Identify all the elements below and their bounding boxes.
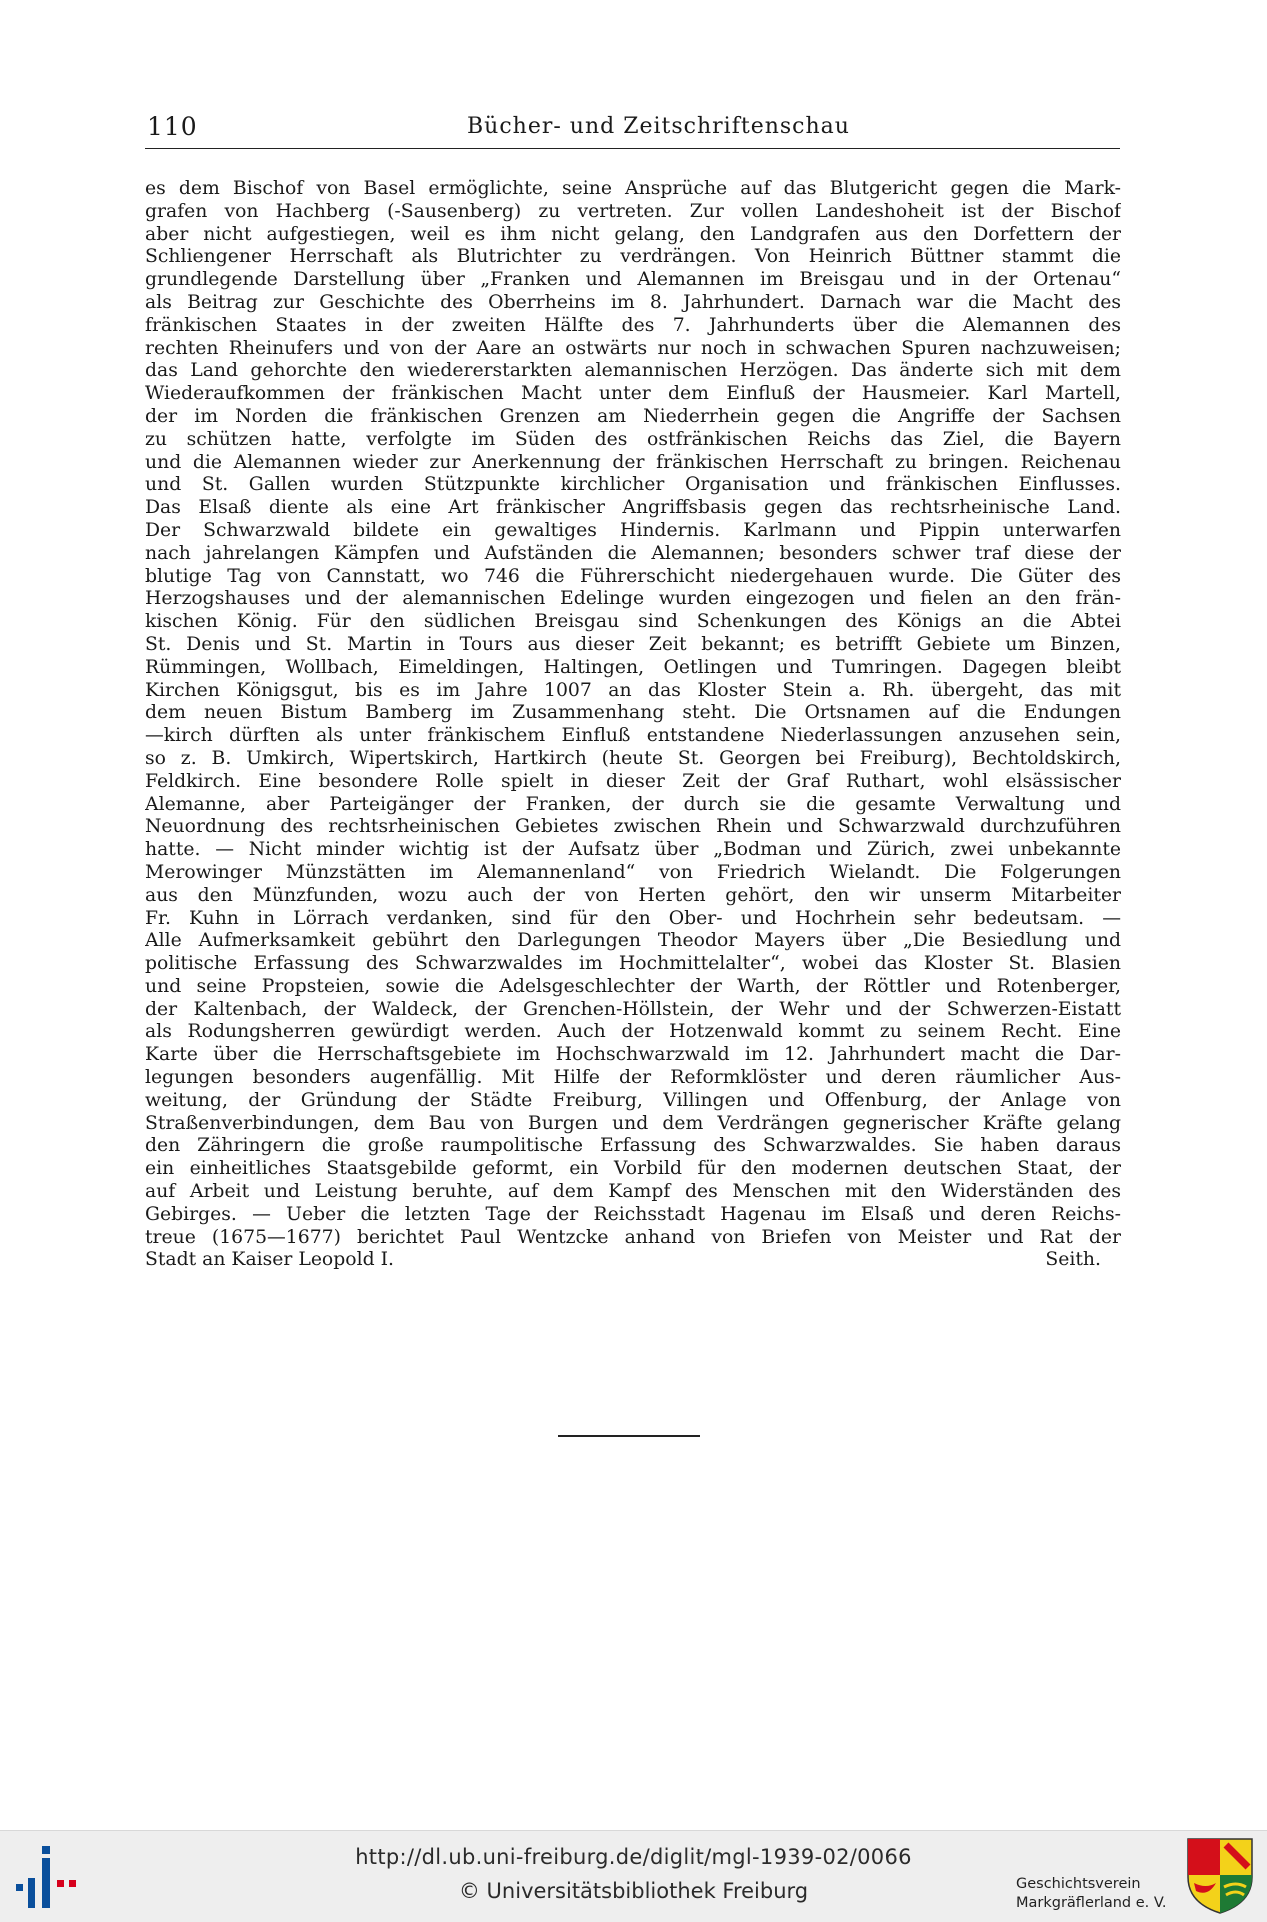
text-line: Neuordnung des rechtsrheinischen Gebietes zwischen Rhein und Schwarzwald durchzuführen: [145, 816, 1121, 838]
text-line: so z. B. Umkirch, Wipertskirch, Hartkirch (heute St. Georgen bei Freiburg), Bechtoldskirch,: [145, 747, 1121, 769]
text-line: der Kaltenbach, der Waldeck, der Grenchen-Höllstein, der Wehr und der Schwerzen-Eistatt: [145, 998, 1121, 1020]
text-line-final: [145, 1249, 1121, 1272]
text-line: Feldkirch. Eine besondere Rolle spielt in dieser Zeit der Graf Ruthart, wohl elsässischer: [145, 770, 1121, 792]
text-line: Fr. Kuhn in Lörrach verdanken, sind für den Ober- und Hochrhein sehr bedeutsam. —: [145, 907, 1121, 929]
text-line: Rümmingen, Wollbach, Eimeldingen, Haltingen, Oetlingen und Tumringen. Dagegen bleibt: [145, 656, 1121, 678]
document-url[interactable]: http://dl.ub.uni-freiburg.de/diglit/mgl-1939-02/0066: [355, 1845, 912, 1869]
text-line: treue (1675—1677) berichtet Paul Wentzcke anhand von Briefen von Meister und Rat der: [145, 1226, 1121, 1248]
text-line: legungen besonders augenfällig. Mit Hilfe der Reformklöster und deren räumlicher Aus-: [145, 1067, 1121, 1089]
text-line: Das Elsaß diente als eine Art fränkischer Angriffsbasis gegen das rechtsrheinische Land.: [145, 497, 1121, 519]
text-line: als Beitrag zur Geschichte des Oberrheins im 8. Jahrhundert. Darnach war die Macht des: [145, 291, 1121, 313]
text-line: blutige Tag von Cannstatt, wo 746 die Führerschicht niedergehauen wurde. Die Güter des: [145, 565, 1121, 587]
text-line-final-content: Stadt an Kaiser Leopold I.: [145, 1249, 394, 1271]
society-name-line-2: Markgräflerland e. V.: [1016, 1895, 1167, 1911]
text-line: den Zähringern die große raumpolitische Erfassung des Schwarzwaldes. Sie haben daraus: [145, 1135, 1121, 1157]
coat-of-arms-icon: [1186, 1837, 1254, 1915]
viewer-footer: [0, 1830, 1267, 1922]
article-body: [145, 178, 1121, 1272]
text-line: und seine Propsteien, sowie die Adelsgeschlechter der Warth, der Röttler und Rotenberger,: [145, 975, 1121, 997]
text-line: zu schützen hatte, verfolgte im Süden des ostfränkischen Reichs das Ziel, die Bayern: [145, 428, 1121, 450]
text-line: Kirchen Königsgut, bis es im Jahre 1007 an das Kloster Stein a. Rh. übergeht, das mit: [145, 679, 1121, 701]
text-line: der im Norden die fränkischen Grenzen am Niederrhein gegen die Angriffe der Sachsen: [145, 405, 1121, 427]
reviewer-signature: Seith.: [1045, 1249, 1101, 1271]
text-line: dem neuen Bistum Bamberg im Zusammenhang steht. Die Ortsnamen auf die Endungen: [145, 702, 1121, 724]
text-line: politische Erfassung des Schwarzwaldes im Hochmittelalter“, wobei das Kloster St. Blasien: [145, 953, 1121, 975]
text-line: es dem Bischof von Basel ermöglichte, seine Ansprüche auf das Blutgericht gegen die Mark-: [145, 178, 1121, 199]
text-line: Gebirges. — Ueber die letzten Tage der Reichsstadt Hagenau im Elsaß und deren Reichs-: [145, 1203, 1121, 1225]
running-head: [145, 108, 1120, 149]
text-line: als Rodungsherren gewürdigt werden. Auch der Hotzenwald kommt zu seinem Recht. Eine: [145, 1021, 1121, 1043]
text-line: auf Arbeit und Leistung beruhte, auf dem Kampf des Menschen mit den Widerständen des: [145, 1181, 1121, 1203]
text-line: Herzogshauses und der alemannischen Edelinge wurden eingezogen und fielen an den frän-: [145, 588, 1121, 610]
text-line: und St. Gallen wurden Stützpunkte kirchlicher Organisation und fränkischen Einflusses.: [145, 474, 1121, 496]
text-line: weitung, der Gründung der Städte Freiburg, Villingen und Offenburg, der Anlage von: [145, 1089, 1121, 1111]
page-number: 110: [147, 112, 198, 141]
text-line: Alle Aufmerksamkeit gebührt den Darlegungen Theodor Mayers über „Die Besiedlung und: [145, 930, 1121, 952]
text-line: kischen König. Für den südlichen Breisgau sind Schenkungen des Königs an die Abtei: [145, 611, 1121, 633]
text-line: ein einheitliches Staatsgebilde geformt, ein Vorbild für den modernen deutschen Staat, der: [145, 1158, 1121, 1180]
text-line: aber nicht aufgestiegen, weil es ihm nicht gelang, den Landgrafen aus den Dorfettern der: [145, 223, 1121, 245]
text-line: St. Denis und St. Martin in Tours aus dieser Zeit bekannt; es betrifft Gebiete um Binzen,: [145, 633, 1121, 655]
text-line: aus den Münzfunden, wozu auch der von Herten gehört, den wir unserm Mitarbeiter: [145, 884, 1121, 906]
text-line: Der Schwarzwald bildete ein gewaltiges Hindernis. Karlmann und Pippin unterwarfen: [145, 519, 1121, 541]
society-name-line-1: Geschichtsverein: [1016, 1876, 1141, 1892]
society-name: [1016, 1875, 1176, 1913]
text-line: —kirch dürften als unter fränkischem Einfluß entstandene Niederlassungen anzusehen sein,: [145, 725, 1121, 747]
text-line: Straßenverbindungen, dem Bau von Burgen und dem Verdrängen gegnerischer Kräfte gelang: [145, 1112, 1121, 1134]
text-line: grafen von Hachberg (-Sausenberg) zu vertreten. Zur vollen Landeshoheit ist der Bischof: [145, 200, 1121, 222]
text-line: Wiederaufkommen der fränkischen Macht unter dem Einfluß der Hausmeier. Karl Martell,: [145, 383, 1121, 405]
text-line: Karte über die Herrschaftsgebiete im Hochschwarzwald im 12. Jahrhundert macht die Dar-: [145, 1044, 1121, 1066]
section-divider: [558, 1435, 700, 1437]
header-title: Bücher- und Zeitschriftenschau: [467, 114, 850, 139]
text-line: nach jahrelangen Kämpfen und Aufständen die Alemannen; besonders schwer traf diese der: [145, 542, 1121, 564]
text-line: rechten Rheinufers und von der Aare an ostwärts nur noch in schwachen Spuren nachzuweisen;: [145, 337, 1121, 359]
text-line: fränkischen Staates in der zweiten Hälfte des 7. Jahrhunderts über die Alemannen des: [145, 314, 1121, 336]
text-line: das Land gehorchte den wiedererstarkten alemannischen Herzögen. Das änderte sich mit dem: [145, 360, 1121, 382]
copyright-notice: © Universitätsbibliothek Freiburg: [458, 1879, 809, 1903]
text-line: Alemanne, aber Parteigänger der Franken, der durch sie die gesamte Verwaltung und: [145, 793, 1121, 815]
text-line: Schliengener Herrschaft als Blutrichter zu verdrängen. Von Heinrich Büttner stammt die: [145, 246, 1121, 268]
text-line: hatte. — Nicht minder wichtig ist der Aufsatz über „Bodman und Zürich, zwei unbekannte: [145, 839, 1121, 861]
text-line: grundlegende Darstellung über „Franken und Alemannen im Breisgau und in der Ortenau“: [145, 269, 1121, 291]
text-line: Merowinger Münzstätten im Alemannenland“ von Friedrich Wielandt. Die Folgerungen: [145, 861, 1121, 883]
text-line: und die Alemannen wieder zur Anerkennung der fränkischen Herrschaft zu bringen. Reichenau: [145, 451, 1121, 473]
